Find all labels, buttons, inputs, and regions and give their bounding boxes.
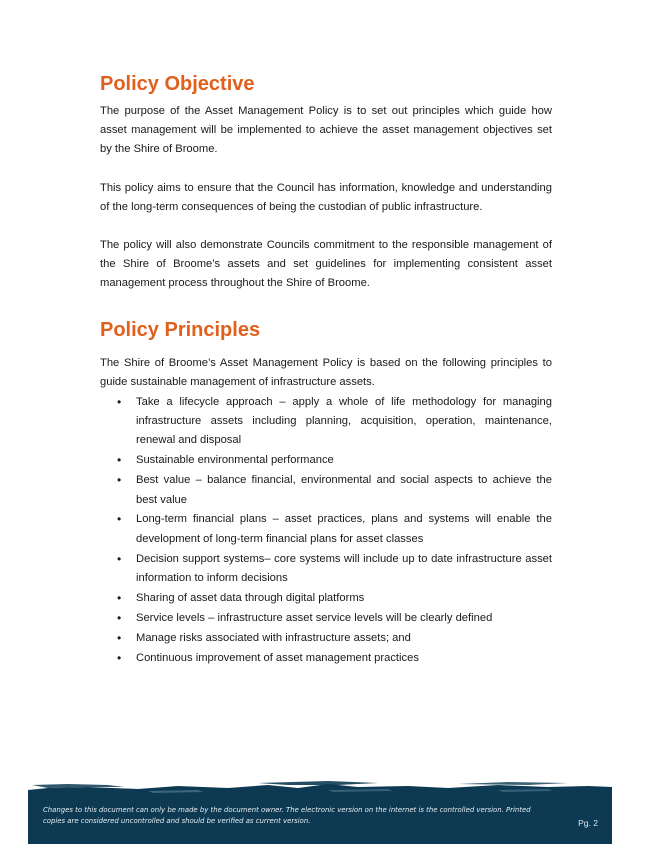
page-footer (28, 778, 612, 844)
principles-list (100, 393, 552, 669)
list-item: • Manage risks associated with infrastructure assets; and (100, 629, 552, 648)
list-item: • Best value – balance financial, environmental and social aspects to achieve the best value (100, 471, 552, 510)
list-item: • Long-term financial plans – asset practices, plans and systems will enable the development of long-term financial plans for asset classes (100, 510, 552, 549)
list-item: • Continuous improvement of asset management practices (100, 649, 552, 668)
page-content (100, 70, 552, 668)
policy-objective-heading: Policy Objective (100, 73, 255, 95)
principles-intro: The Shire of Broome’s Asset Management Policy is based on the following principles to guide sustainable management of infrastructure assets. (100, 356, 552, 388)
page-number: Pg. 2 (578, 818, 598, 828)
objective-paragraph: The purpose of the Asset Management Policy is to set out principles which guide how asset management will be implemented to achieve the asset management objectives set by the Shire of Broome. (100, 105, 552, 156)
list-item: • Sharing of asset data through digital platforms (100, 589, 552, 608)
list-item: • Take a lifecycle approach – apply a whole of life methodology for managing infrastructure assets including planning, acquisition, operation, maintenance, renewal and disposal (100, 393, 552, 451)
list-item: • Sustainable environmental performance (100, 451, 552, 470)
list-item: • Service levels – infrastructure asset service levels will be clearly defined (100, 609, 552, 628)
document-control-note: Changes to this document can only be made by the document owner. The electronic version on the internet is the controlled version. Printed copies are considered uncontrolled and should be verified as current version. (43, 806, 531, 825)
objective-paragraph: This policy aims to ensure that the Council has information, knowledge and understanding of the long-term consequences of being the custodian of public infrastructure. (100, 181, 552, 213)
objective-paragraph: The policy will also demonstrate Councils commitment to the responsible management of the Shire of Broome’s assets and set guidelines for implementing consistent asset management process throughout the Shire of Broome. (100, 239, 552, 290)
policy-principles-heading: Policy Principles (100, 318, 261, 341)
list-item: • Decision support systems– core systems will include up to date infrastructure asset information to inform decisions (100, 550, 552, 589)
